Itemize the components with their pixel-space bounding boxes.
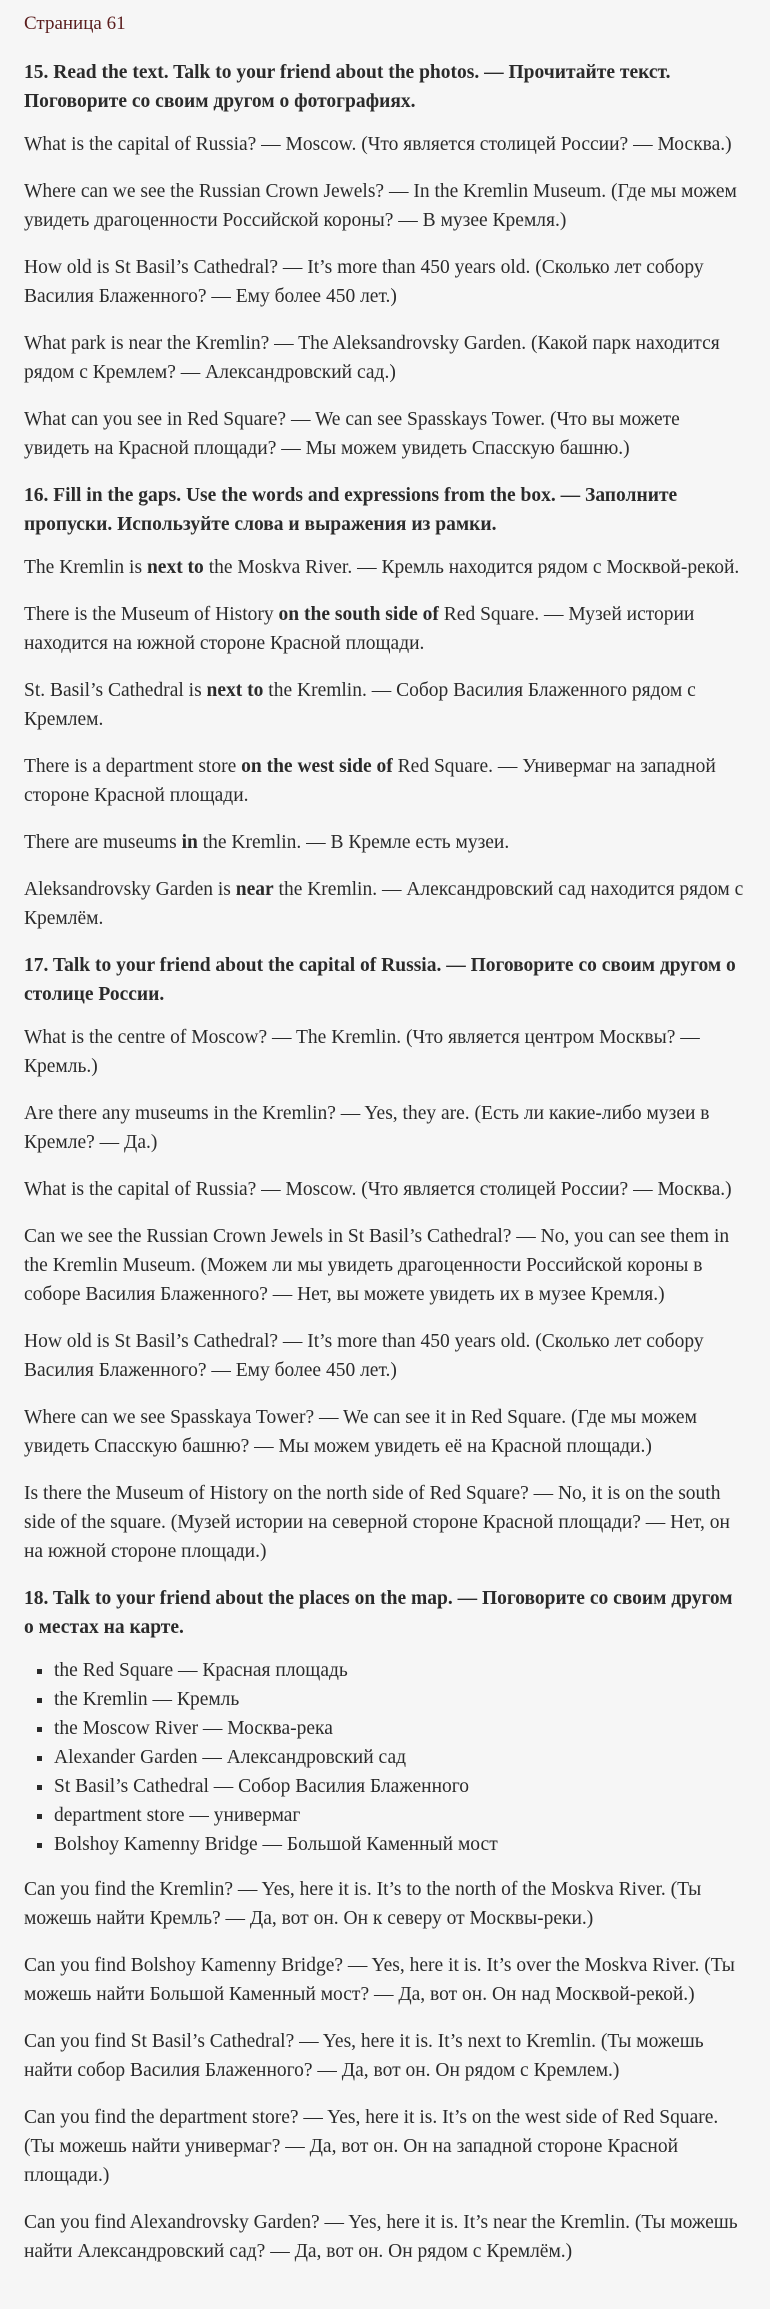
line-text: There is a department store bbox=[24, 756, 242, 777]
list-item: ▪ Bolshoy Kamenny Bridge — Большой Каменный мост bbox=[54, 1830, 746, 1859]
line-text: Red Square. — Универмаг на западной стороне Красной площади. bbox=[24, 756, 716, 806]
exercise-15-line: How old is St Basil’s Cathedral? — It’s more than 450 years old. (Сколько лет собору Василия Блаженного? — Ему более 450 лет.) bbox=[24, 257, 704, 307]
vocabulary-list bbox=[24, 1656, 746, 1859]
line-text: Red Square. — Музей истории находится на южной стороне Красной площади. bbox=[24, 604, 695, 654]
line-text: The Kremlin is bbox=[24, 557, 147, 578]
exercise-16-line bbox=[24, 752, 746, 810]
exercise-16-line bbox=[24, 553, 746, 582]
list-item: ▪ department store — универмаг bbox=[54, 1801, 746, 1830]
exercise-17-line: How old is St Basil’s Cathedral? — It’s more than 450 years old. (Сколько лет собору Василия Блаженного? — Ему более 450 лет.) bbox=[24, 1331, 704, 1381]
list-item: ▪ St Basil’s Cathedral — Собор Василия Блаженного bbox=[54, 1772, 746, 1801]
line-text: the Kremlin. — В Кремле есть музеи. bbox=[197, 832, 510, 853]
gap-answer: next to bbox=[206, 680, 264, 701]
exercise-15 bbox=[24, 58, 746, 463]
exercise-18-line: Can you find the Kremlin? — Yes, here it is. It’s to the north of the Moskva River. (Ты можешь найти Кремль? — Да, вот он. Он к северу от Москвы-реки.) bbox=[24, 1879, 702, 1929]
exercise-15-line: Where can we see the Russian Crown Jewels? — In the Kremlin Museum. (Где мы можем увидеть драгоценности Российской короны? — В музее Кремля.) bbox=[24, 181, 737, 231]
exercise-18-line: Can you find Alexandrovsky Garden? — Yes, here it is. It’s near the Kremlin. (Ты можешь найти Александровский сад? — Да, вот он. Он рядом с Кремлём.) bbox=[24, 2212, 738, 2262]
exercise-16-line bbox=[24, 600, 746, 658]
line-text: There are museums bbox=[24, 832, 182, 853]
gap-answer: next to bbox=[146, 557, 204, 578]
exercise-16 bbox=[24, 481, 746, 933]
line-text: the Kremlin. — Александровский сад находится рядом с Кремлём. bbox=[24, 879, 744, 929]
exercise-15-heading: 15. Read the text. Talk to your friend about the photos. — Прочитайте текст. Поговорите со своим другом о фотографиях. bbox=[24, 62, 671, 112]
list-item: ▪ the Moscow River — Москва-река bbox=[54, 1714, 746, 1743]
exercise-16-heading: 16. Fill in the gaps. Use the words and expressions from the box. — Заполните пропуски. Используйте слова и выражения из рамки. bbox=[24, 485, 678, 535]
exercise-15-line: What can you see in Red Square? — We can see Spasskays Tower. (Что вы можете увидеть на Красной площади? — Мы можем увидеть Спасскую башню.) bbox=[24, 409, 680, 459]
line-text: There is the Museum of History bbox=[24, 604, 279, 625]
line-text: Aleksandrovsky Garden is bbox=[24, 879, 236, 900]
gap-answer: near bbox=[235, 879, 274, 900]
exercise-17-line: Are there any museums in the Kremlin? — Yes, they are. (Есть ли какие-либо музеи в Кремле? — Да.) bbox=[24, 1103, 710, 1153]
exercise-17-line: Where can we see Spasskaya Tower? — We can see it in Red Square. (Где мы можем увидеть Спасскую башню? — Мы можем увидеть её на Красной площади.) bbox=[24, 1407, 697, 1457]
exercise-17 bbox=[24, 951, 746, 1566]
exercise-17-line: What is the centre of Moscow? — The Kremlin. (Что является центром Москвы? — Кремль.) bbox=[24, 1027, 700, 1077]
exercise-18 bbox=[24, 1584, 746, 2266]
exercise-15-line: What is the capital of Russia? — Moscow. (Что является столицей России? — Москва.) bbox=[24, 134, 732, 155]
exercise-17-line: What is the capital of Russia? — Moscow. (Что является столицей России? — Москва.) bbox=[24, 1179, 732, 1200]
exercise-18-line: Can you find the department store? — Yes, here it is. It’s on the west side of Red Square. (Ты можешь найти универмаг? — Да, вот он. Он на западной стороне Красной площади.) bbox=[24, 2107, 719, 2186]
exercise-17-line: Is there the Museum of History on the north side of Red Square? — No, it is on the south side of the square. (Музей истории на северной стороне Красной площади? — Нет, он на южной стороне площади.) bbox=[24, 1483, 730, 1562]
exercise-16-line bbox=[24, 875, 746, 933]
gap-answer: on the west side of bbox=[241, 756, 393, 777]
gap-answer: in bbox=[181, 832, 198, 853]
exercise-15-line: What park is near the Kremlin? — The Aleksandrovsky Garden. (Какой парк находится рядом с Кремлем? — Александровский сад.) bbox=[24, 333, 720, 383]
gap-answer: on the south side of bbox=[278, 604, 439, 625]
line-text: the Kremlin. — Собор Василия Блаженного рядом с Кремлем. bbox=[24, 680, 696, 730]
exercise-18-line: Can you find St Basil’s Cathedral? — Yes, here it is. It’s next to Kremlin. (Ты можешь найти собор Василия Блаженного? — Да, вот он. Он рядом с Кремлем.) bbox=[24, 2031, 704, 2081]
list-item: ▪ the Red Square — Красная площадь bbox=[54, 1656, 746, 1685]
exercise-17-heading: 17. Talk to your friend about the capital of Russia. — Поговорите со своим другом о столице России. bbox=[24, 955, 736, 1005]
exercise-17-line: Can we see the Russian Crown Jewels in St Basil’s Cathedral? — No, you can see them in the Kremlin Museum. (Можем ли мы увидеть драгоценности Российской короны в соборе Василия Блаженного? — Нет, вы можете увидеть их в музее Кремля.) bbox=[24, 1226, 730, 1305]
line-text: St. Basil’s Cathedral is bbox=[24, 680, 207, 701]
list-item: ▪ the Kremlin — Кремль bbox=[54, 1685, 746, 1714]
list-item: ▪ Alexander Garden — Александровский сад bbox=[54, 1743, 746, 1772]
exercise-18-line: Can you find Bolshoy Kamenny Bridge? — Yes, here it is. It’s over the Moskva River. (Ты можешь найти Большой Каменный мост? — Да, вот он. Он над Москвой-рекой.) bbox=[24, 1955, 735, 2005]
exercise-18-heading: 18. Talk to your friend about the places on the map. — Поговорите со своим другом о местах на карте. bbox=[24, 1588, 733, 1638]
page-number-label: Страница 61 bbox=[24, 13, 126, 34]
line-text: the Moskva River. — Кремль находится рядом с Москвой-рекой. bbox=[203, 557, 740, 578]
exercise-16-line bbox=[24, 676, 746, 734]
exercise-16-line bbox=[24, 828, 746, 857]
